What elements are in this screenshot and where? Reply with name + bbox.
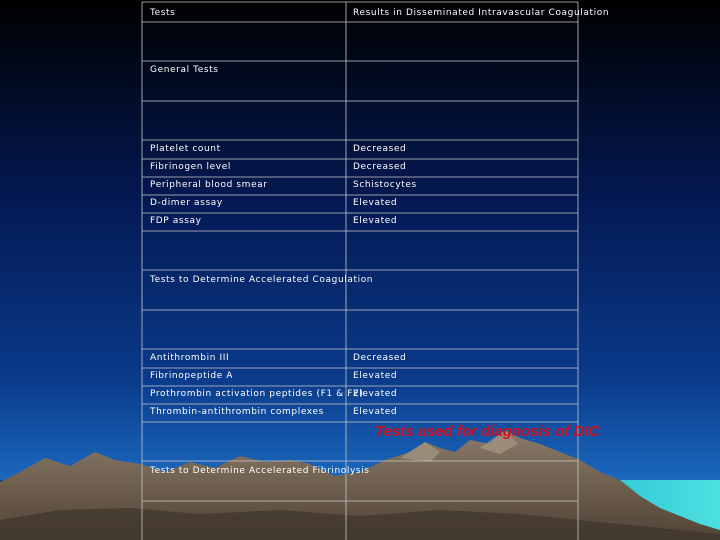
test-name: Platelet count (150, 144, 221, 154)
test-name: Prothrombin activation peptides (F1 & F2) (150, 389, 364, 399)
section-heading-general: General Tests (150, 65, 219, 75)
section-heading-fibrinolysis: Tests to Determine Accelerated Fibrinolysis (150, 466, 370, 476)
test-name: Peripheral blood smear (150, 180, 268, 190)
test-result: Decreased (353, 144, 407, 154)
test-result: Decreased (353, 353, 407, 363)
test-name: Antithrombin III (150, 353, 230, 363)
test-name: Fibrinogen level (150, 162, 231, 172)
test-result: Elevated (353, 389, 398, 399)
test-name: FDP assay (150, 216, 202, 226)
column-header-tests: Tests (150, 8, 176, 18)
section-heading-coagulation: Tests to Determine Accelerated Coagulation (150, 275, 374, 285)
slide-title: Tests used for diagnosis of DIC (375, 423, 600, 440)
test-result: Elevated (353, 216, 398, 226)
test-result: Elevated (353, 198, 398, 208)
test-name: D-dimer assay (150, 198, 223, 208)
test-name: Thrombin-antithrombin complexes (150, 407, 324, 417)
test-name: Fibrinopeptide A (150, 371, 234, 381)
test-result: Elevated (353, 407, 398, 417)
test-result: Elevated (353, 371, 398, 381)
test-result: Schistocytes (353, 180, 417, 190)
test-result: Decreased (353, 162, 407, 172)
column-header-results: Results in Disseminated Intravascular Coagulation (353, 8, 610, 18)
